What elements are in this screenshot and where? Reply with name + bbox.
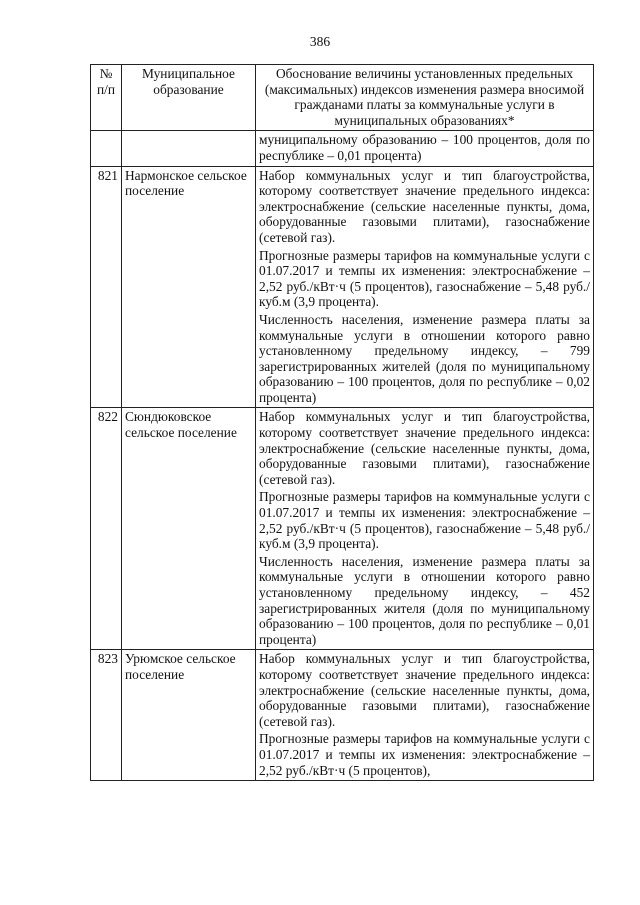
table-row [91,166,594,408]
justification-paragraph: Прогнозные размеры тарифов на коммунальные услуги с 01.07.2017 и темпы их изменения: электроснабжение – 2,52 руб./кВт·ч (5 процентов), газоснабжение – 5,48 руб./куб.м (3,9 процента). [259,489,590,552]
justification-paragraph: Численность населения, изменение размера платы за коммунальные услуги в отношении которого равно установленному предельному индексу, – 452 зарегистрированных жителя (доля по муниципальному образованию – 100 процентов, доля по республике – 0,01 процента) [259,553,590,647]
row-justification [256,650,594,781]
row-justification [256,166,594,408]
row-number: 822 [91,408,122,650]
justification-paragraph: Прогнозные размеры тарифов на коммунальные услуги с 01.07.2017 и темпы их изменения: электроснабжение – 2,52 руб./кВт·ч (5 процентов), [259,731,590,778]
continuation-justification-cell [256,131,594,166]
continuation-text: муниципальному образованию – 100 процентов, доля по республике – 0,01 процента) [259,132,590,163]
justification-paragraph: Набор коммунальных услуг и тип благоустройства, которому соответствует значение предельного индекса: электроснабжение (сельские населенные пункты, дома, оборудованные газовыми плитами), газоснабжение (сетевой газ). [259,651,590,729]
table-header-row [91,65,594,131]
table-row [91,650,594,781]
municipal-index-table [90,64,594,781]
justification-paragraph: Численность населения, изменение размера платы за коммунальные услуги в отношении которого равно установленному предельному индексу, – 799 зарегистрированных жителей (доля по муниципальному образованию – 100 процентов, доля по республике – 0,02 процента) [259,311,590,405]
header-justification: Обоснование величины установленных предельных (максимальных) индексов изменения размера вносимой гражданами платы за коммунальные услуги в муниципальных образованиях* [256,65,594,131]
table-row-continuation [91,131,594,166]
header-municipality: Муниципальное образование [122,65,256,131]
row-municipality: Сюндюковское сельское поселение [122,408,256,650]
page-number: 386 [309,34,331,49]
justification-paragraph: Набор коммунальных услуг и тип благоустройства, которому соответствует значение предельного индекса: электроснабжение (сельские населенные пункты, дома, оборудованные газовыми плитами), газоснабжение (сетевой газ). [259,167,590,245]
table-row [91,408,594,650]
row-number: 823 [91,650,122,781]
row-justification [256,408,594,650]
continuation-municipality-cell [122,131,256,166]
justification-paragraph: Прогнозные размеры тарифов на коммунальные услуги с 01.07.2017 и темпы их изменения: электроснабжение – 2,52 руб./кВт·ч (5 процентов), газоснабжение – 5,48 руб./куб.м (3,9 процента). [259,247,590,310]
row-municipality: Урюмское сельское поселение [122,650,256,781]
header-num: № п/п [91,65,122,131]
justification-paragraph: Набор коммунальных услуг и тип благоустройства, которому соответствует значение предельного индекса: электроснабжение (сельские населенные пункты, дома, оборудованные газовыми плитами), газоснабжение (сетевой газ). [259,409,590,487]
row-municipality: Нармонское сельское поселение [122,166,256,408]
continuation-num-cell [91,131,122,166]
row-number: 821 [91,166,122,408]
